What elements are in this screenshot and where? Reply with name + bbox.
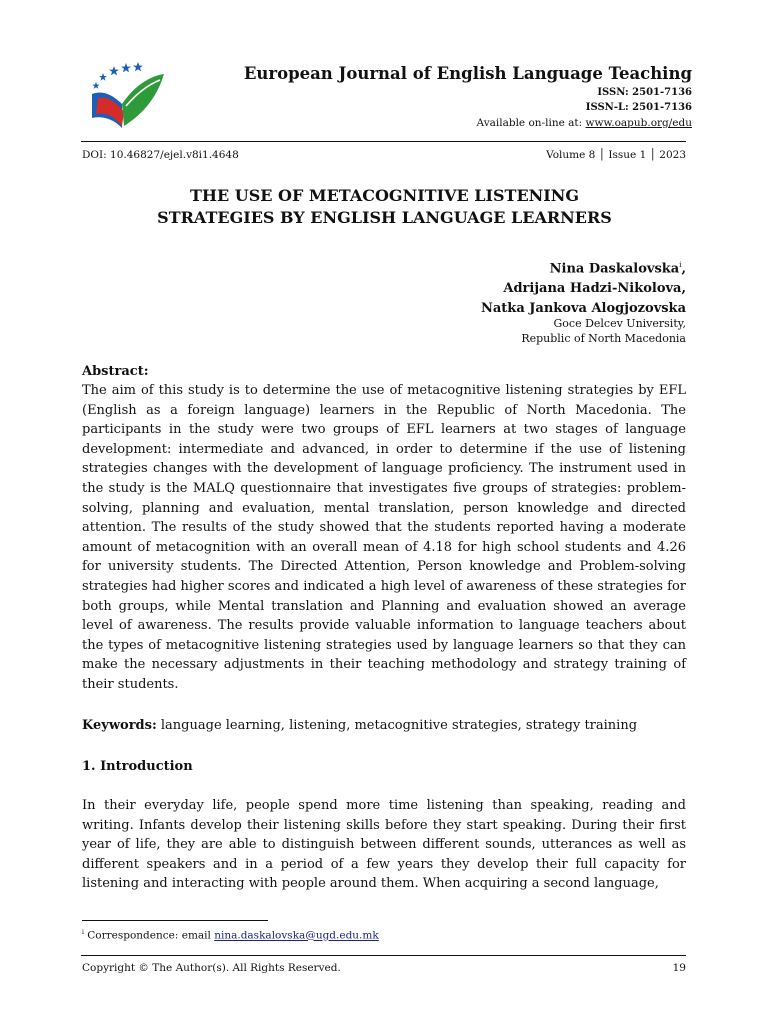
keywords-label: Keywords: xyxy=(82,718,157,733)
abstract-text: The aim of this study is to determine the use of metacognitive listening strategies by EFL (English as a foreign language) learners in the Republic of North Macedonia. The participants in the study were two groups of EFL learners at two stages of language development: intermediate and advanced, in order to determine if the use of listening strategies changes with the development of language proficiency. The instrument used in the study is the MALQ questionnaire that investigates five groups of strategies: problem-solving, planning and evaluation, mental translation, person knowledge and directed attention. The results of the study showed that the students reported having a moderate amount of metacognition with an overall mean of 4.18 for high school students and 4.26 for university students. The Directed Attention, Person knowledge and Problem-solving strategies had higher scores and indicated a high level of awareness of these strategies for both groups, while Mental translation and Planning and evaluation showed an average level of awareness. The results provide valuable information to language teachers about the types of metacognitive listening strategies used by language learners so that they can make the necessary adjustments in their teaching methodology and strategy training of their students. xyxy=(82,383,686,692)
author-1 xyxy=(481,255,686,279)
availability-line xyxy=(477,117,692,129)
issn-l: ISSN-L: 2501-7136 xyxy=(585,102,692,113)
paper-title-line-1: THE USE OF METACOGNITIVE LISTENING xyxy=(189,186,580,205)
footnote-label: Correspondence: email xyxy=(83,929,215,942)
copyright: Copyright © The Author(s). All Rights Reserved. xyxy=(82,962,341,974)
journal-title: European Journal of English Language Teaching xyxy=(243,64,692,83)
author-1-suffix: , xyxy=(681,261,686,277)
author-2: Adrijana Hadzi-Nikolova, xyxy=(503,281,686,297)
footer-divider xyxy=(81,955,686,956)
issn: ISSN: 2501-7136 xyxy=(597,87,692,98)
doi: DOI: 10.46827/ejel.v8i1.4648 xyxy=(82,149,239,161)
keywords xyxy=(82,718,637,733)
open-book-stars-icon xyxy=(88,60,168,132)
author-list xyxy=(481,255,686,319)
header-divider xyxy=(81,141,686,142)
author-1-footnote-mark: i xyxy=(679,261,682,269)
footnote-divider xyxy=(82,920,268,921)
volume-issue-year: Volume 8 │ Issue 1 │ 2023 xyxy=(546,149,686,161)
affiliation-line-2: Republic of North Macedonia xyxy=(521,332,686,345)
page-number: 19 xyxy=(672,962,686,974)
introduction-heading: 1. Introduction xyxy=(82,759,193,774)
affiliation-line-1: Goce Delcev University, xyxy=(553,317,686,330)
abstract-heading: Abstract: xyxy=(82,364,149,379)
footnote-mark: i xyxy=(82,929,84,936)
journal-website-link[interactable]: www.oapub.org/edu xyxy=(585,117,692,129)
journal-logo xyxy=(88,60,168,132)
paper-title-line-2: STRATEGIES BY ENGLISH LANGUAGE LEARNERS xyxy=(157,208,612,227)
footnote xyxy=(82,929,379,942)
introduction-text: In their everyday life, people spend more time listening than speaking, reading and writing. Infants develop their listening skills before they start speaking. During their first year of life, they are able to distinguish between different sounds, utterances as well as different speakers and in a period of a few years they develop their full capacity for listening and interacting with people around them. When acquiring a second language, xyxy=(82,798,686,892)
keywords-text: language learning, listening, metacognitive strategies, strategy training xyxy=(156,718,638,733)
paper-title xyxy=(82,185,687,229)
author-3: Natka Jankova Alogjozovska xyxy=(481,301,686,317)
availability-label: Available on-line at: xyxy=(476,117,586,129)
author-1-name: Nina Daskalovska xyxy=(549,261,680,277)
affiliation xyxy=(521,316,686,346)
correspondence-email-link[interactable]: nina.daskalovska@ugd.edu.mk xyxy=(214,929,379,942)
